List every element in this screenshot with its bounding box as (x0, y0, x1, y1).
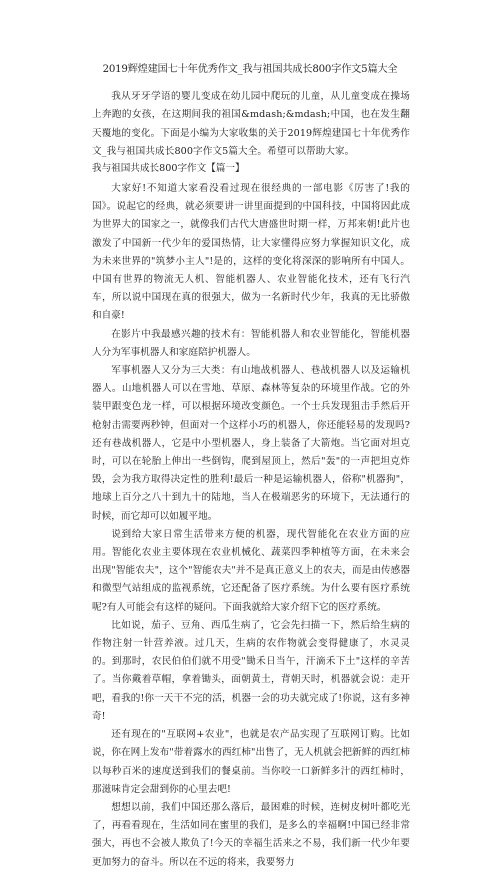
section-heading: 我与祖国共成长800字作文【篇一】 (92, 163, 245, 174)
body-paragraph: 大家好!不知道大家看没看过现在很经典的一部电影《厉害了!我的国》。说起它的经典，就必须要讲一讲里面提到的中国科技，中国将因此成为世界大的国家之一，就像我们古代大唐盛世时期一样，万邦来朝!此片也激发了中国新一代少年的爱国热情，让大家懂得应努力掌握知识文化，成为未来世界的"筑梦小主人"!是的，这样的变化将深深的影响所有中国人。中国有世界的物流无人机、智能机器人、农业智能化技术，还有飞行汽车，所以说中国现在真的很强大，做为一名新时代少年，我真的无比骄傲和自豪! (92, 183, 410, 322)
body-paragraph: 想想以前，我们中国还那么落后，最困难的时候，连树皮树叶都吃光了，再看看现在，生活如同在蜜里的我们，是多么的幸福啊!中国已经非常强大，再也不会被人欺负了!今天的幸福生活来之不易，我们新一代少年要更加努力的奋斗。所以在不远的将来，我要努力 (92, 801, 410, 868)
body-paragraph: 在影片中我最感兴趣的技术有：智能机器人和农业智能化，智能机器人分为军事机器人和家庭陪护机器人。 (92, 328, 410, 358)
document-title: 2019辉煌建国七十年优秀作文_我与祖国共成长800字作文5篇大全 (102, 64, 398, 75)
body-paragraph: 还有现在的"互联网+农业"，也就是农产品实现了互联网订购。比如说，你在网上发布"带着露水的西红柿"出售了，无人机就会把新鲜的西红柿以每秒百米的速度送到我们的餐桌前。当你咬一口新鲜多汁的西红柿时，那滋味肯定会甜到你的心里去吧! (92, 729, 410, 795)
intro-paragraph: 我从牙牙学语的婴儿变成在幼儿园中爬玩的儿童，从儿童变成在操场上奔跑的女孩，在这期间我的祖国&mdash;&mdash;中国，也在发生翻天覆地的变化。下面是小编为大家收集的关于2019辉煌建国七十年优秀作文_我与祖国共成长800字作文5篇大全。希望可以帮助大家。 (92, 91, 410, 158)
body-paragraph: 说到给大家日常生活带来方便的机器，现代智能化在农业方面的应用。智能化农业主要体现在农业机械化、蔬菜四季种植等方面，在未来会出现"智能农夫"，这个"智能农夫"并不是真正意义上的农夫，而是由传感器和微型气站组成的监视系统，它还配备了医疗系统。为什么要有医疗系统呢?有人可能会有这样的疑问。下面我就给大家介绍下它的医疗系统。 (92, 528, 410, 613)
body-paragraph: 军事机器人又分为三大类：有山地战机器人、巷战机器人以及运输机器人。山地机器人可以在雪地、草原、森林等复杂的环境里作战。它的外装甲跟变色龙一样，可以根据环境改变颜色。一个士兵发现狙击手然后开枪射击需要两秒钟，但面对一个这样小巧的机器人，你还能轻易的发现吗?还有巷战机器人，它是中小型机器人，身上装备了大箭炮。当它面对坦克时，可以在轮胎上伸出一些倒钩，爬到屋顶上，然后"轰"的一声把坦克炸毁，会为我方取得决定性的胜利!最后一种是运输机器人，俗称"机器狗"，地球上百分之八十到九十的陆地，当人在极端恶劣的环境下，无法通行的时候，而它却可以如履平地。 (92, 365, 410, 522)
body-paragraph: 比如说，茄子、豆角、西瓜生病了，它会先扫描一下，然后给生病的作物注射一针营养液。过几天，生病的农作物就会变得健康了，水灵灵的。到那时，农民伯伯们就不用受"锄禾日当午，汗滴禾下土"这样的辛苦了。当你戴着草帽，拿着锄头，面朝黄土，背朝天时，机器就会说：走开吧，看我的!你一天干不完的活，机器一会的功夫就完成了!你说，这有多神奇! (92, 619, 410, 722)
article-body (92, 180, 410, 872)
